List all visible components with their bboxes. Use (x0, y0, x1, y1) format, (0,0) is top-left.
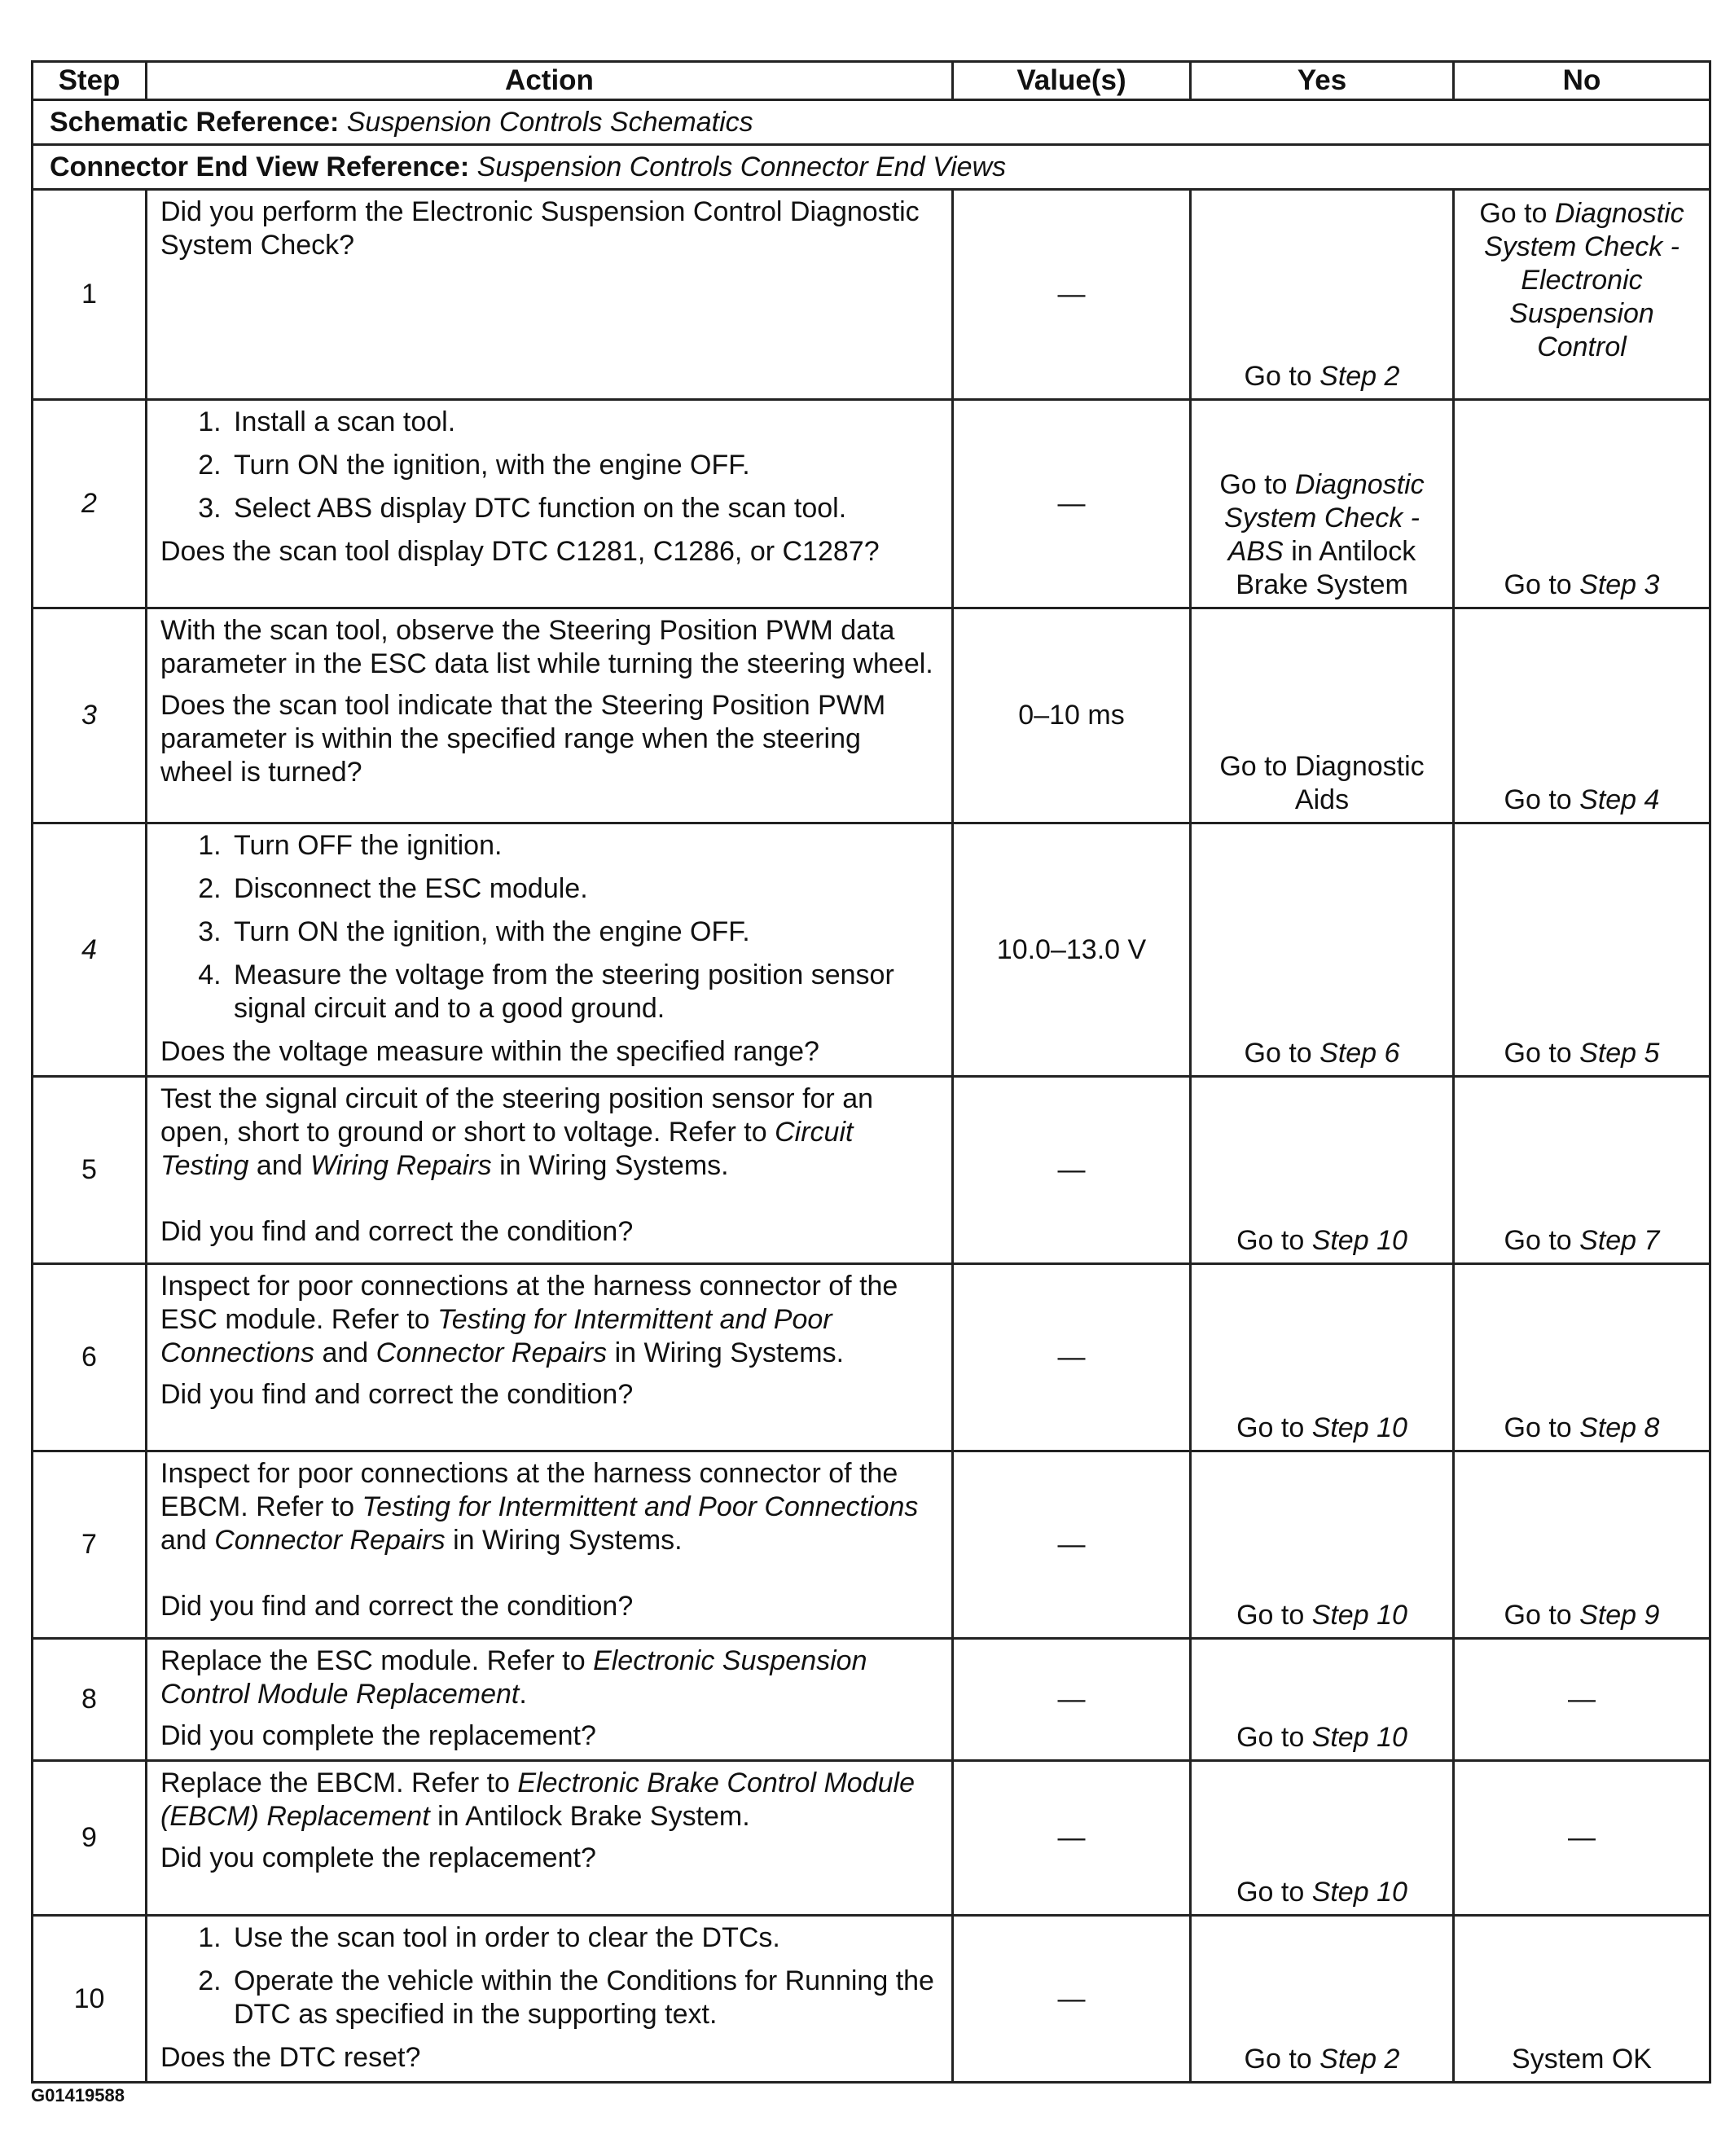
list-item: 1. Install a scan tool. (229, 406, 940, 439)
list-item: 4. Measure the voltage from the steering position sensor signal circuit and to a good ground. (229, 959, 940, 1025)
action-question: Did you find and correct the condition? (160, 1216, 634, 1247)
yes-text: Go to (1236, 1412, 1312, 1443)
table-row (33, 1451, 1710, 1639)
action-question: Did you find and correct the condition? (160, 1379, 634, 1410)
action-text: Did you perform the Electronic Suspension Control Diagnostic System Check? (147, 190, 953, 400)
yes-link: Diagnostic System Check - ABS (1224, 469, 1425, 567)
action-paragraph: Inspect for poor connections at the harness connector of the EBCM. Refer to Testing for Intermittent and Poor Connections and Connector Repairs in Wiring Systems. (160, 1458, 919, 1556)
action-cell (147, 1077, 953, 1264)
no-link: Step 3 (1579, 569, 1660, 600)
yes-cell (1191, 1916, 1454, 2083)
no-text: Go to (1504, 1412, 1580, 1443)
yes-text: Go to (1244, 361, 1320, 392)
list-item: 2. Turn ON the ignition, with the engine OFF. (229, 449, 940, 482)
action-question: Does the scan tool display DTC C1281, C1286, or C1287? (160, 536, 880, 567)
connector-reference-value: Suspension Controls Connector End Views (476, 151, 1007, 182)
list-item: 3. Turn ON the ignition, with the engine OFF. (229, 916, 940, 949)
list-item: 2. Disconnect the ESC module. (229, 872, 940, 906)
yes-link: Step 10 (1311, 1877, 1407, 1908)
step-number: 7 (33, 1451, 147, 1639)
value-cell: — (953, 1761, 1191, 1916)
step-number: 3 (33, 608, 147, 823)
table-row (33, 400, 1710, 608)
connector-reference-label: Connector End View Reference: (50, 151, 470, 182)
yes-text: Go to (1244, 2044, 1320, 2075)
header-no: No (1454, 62, 1710, 100)
action-cell (147, 608, 953, 823)
step-number: 9 (33, 1761, 147, 1916)
step-number: 6 (33, 1264, 147, 1451)
no-cell (1454, 1451, 1710, 1639)
schematic-reference-label: Schematic Reference: (50, 106, 340, 138)
no-cell (1454, 608, 1710, 823)
no-cell (1454, 400, 1710, 608)
yes-cell (1191, 190, 1454, 400)
no-link: Step 8 (1579, 1412, 1660, 1443)
yes-cell (1191, 1077, 1454, 1264)
list-item: 2. Operate the vehicle within the Conditions for Running the DTC as specified in the supporting text. (229, 1965, 940, 2031)
yes-text: Go to (1236, 1877, 1312, 1908)
action-list (160, 406, 940, 525)
yes-cell (1191, 823, 1454, 1077)
no-cell (1454, 1077, 1710, 1264)
table-row (33, 1077, 1710, 1264)
action-question: Does the voltage measure within the specified range? (160, 1036, 819, 1067)
yes-text: Go to (1236, 1722, 1312, 1753)
value-cell: — (953, 1264, 1191, 1451)
value-cell: 10.0–13.0 V (953, 823, 1191, 1077)
no-text: Go to (1504, 1038, 1580, 1069)
action-question: Does the DTC reset? (160, 2042, 421, 2073)
step-number: 10 (33, 1916, 147, 2083)
action-question: Does the scan tool indicate that the Steering Position PWM parameter is within the specified range when the steering wheel is turned? (160, 690, 886, 788)
yes-suffix: in Antilock Brake System (1236, 536, 1416, 600)
value-cell: — (953, 1916, 1191, 2083)
yes-text: Go to (1219, 469, 1295, 500)
yes-link: Step 10 (1311, 1722, 1407, 1753)
no-text: Go to (1504, 569, 1580, 600)
list-item: 1. Turn OFF the ignition. (229, 829, 940, 863)
action-cell (147, 1761, 953, 1916)
no-cell: — (1454, 1761, 1710, 1916)
diagnostic-table (31, 60, 1711, 2084)
no-link: Step 5 (1579, 1038, 1660, 1069)
value-cell: — (953, 190, 1191, 400)
no-cell (1454, 190, 1710, 400)
table-row (33, 1916, 1710, 2083)
connector-reference-row (33, 145, 1710, 190)
action-paragraph: Inspect for poor connections at the harness connector of the ESC module. Refer to Testing for Intermittent and Poor Connections and Connector Repairs in Wiring Systems. (160, 1271, 898, 1368)
schematic-reference-row (33, 100, 1710, 145)
action-list (160, 829, 940, 1025)
table-row (33, 1264, 1710, 1451)
action-cell (147, 1916, 953, 2083)
no-link: Step 9 (1579, 1600, 1660, 1631)
list-item: 1. Use the scan tool in order to clear the DTCs. (229, 1921, 940, 1955)
action-cell (147, 1451, 953, 1639)
value-cell: — (953, 1639, 1191, 1761)
yes-link: Step 2 (1319, 361, 1400, 392)
action-cell (147, 1639, 953, 1761)
yes-link: Step 10 (1311, 1412, 1407, 1443)
yes-cell (1191, 1451, 1454, 1639)
no-link: Diagnostic System Check - Electronic Suspension Control (1484, 198, 1684, 362)
no-cell (1454, 823, 1710, 1077)
step-number: 5 (33, 1077, 147, 1264)
schematic-reference-value: Suspension Controls Schematics (346, 106, 753, 138)
step-number: 8 (33, 1639, 147, 1761)
action-question: Did you complete the replacement? (160, 1720, 596, 1751)
yes-cell (1191, 1264, 1454, 1451)
header-step: Step (33, 62, 147, 100)
no-link: Step 7 (1579, 1225, 1660, 1256)
no-link: Step 4 (1579, 784, 1660, 815)
yes-text: Go to (1236, 1600, 1312, 1631)
action-paragraph: Replace the EBCM. Refer to Electronic Brake Control Module (EBCM) Replacement in Antilock Brake System. (160, 1767, 915, 1832)
no-text: Go to (1504, 1600, 1580, 1631)
yes-link: Step 6 (1319, 1038, 1400, 1069)
action-paragraph: Test the signal circuit of the steering position sensor for an open, short to ground or short to voltage. Refer to Circuit Testing and Wiring Repairs in Wiring Systems. (160, 1083, 874, 1181)
table-row (33, 1761, 1710, 1916)
table-row (33, 190, 1710, 400)
value-cell: — (953, 400, 1191, 608)
yes-text: Go to (1244, 1038, 1320, 1069)
no-cell (1454, 1264, 1710, 1451)
no-text: Go to (1504, 784, 1580, 815)
header-yes: Yes (1191, 62, 1454, 100)
action-list (160, 1921, 940, 2031)
action-question: Did you find and correct the condition? (160, 1591, 634, 1622)
table-row (33, 1639, 1710, 1761)
action-paragraph: With the scan tool, observe the Steering Position PWM data parameter in the ESC data list while turning the steering wheel. (160, 615, 933, 679)
no-cell: System OK (1454, 1916, 1710, 2083)
table-row (33, 823, 1710, 1077)
yes-cell (1191, 400, 1454, 608)
yes-link: Step 2 (1319, 2044, 1400, 2075)
header-row (33, 62, 1710, 100)
yes-link: Step 10 (1311, 1600, 1407, 1631)
yes-link: Step 10 (1311, 1225, 1407, 1256)
table-row (33, 608, 1710, 823)
action-question: Did you complete the replacement? (160, 1842, 596, 1873)
header-values: Value(s) (953, 62, 1191, 100)
no-text: Go to (1504, 1225, 1580, 1256)
value-cell: — (953, 1077, 1191, 1264)
yes-cell: Go to Diagnostic Aids (1191, 608, 1454, 823)
action-cell (147, 400, 953, 608)
figure-code: G01419588 (31, 2085, 125, 2106)
no-cell: — (1454, 1639, 1710, 1761)
yes-cell (1191, 1639, 1454, 1761)
action-paragraph: Replace the ESC module. Refer to Electronic Suspension Control Module Replacement. (160, 1645, 867, 1710)
header-action: Action (147, 62, 953, 100)
step-number: 2 (33, 400, 147, 608)
step-number: 4 (33, 823, 147, 1077)
action-cell (147, 1264, 953, 1451)
value-cell: 0–10 ms (953, 608, 1191, 823)
action-cell (147, 823, 953, 1077)
yes-text: Go to (1236, 1225, 1312, 1256)
yes-cell (1191, 1761, 1454, 1916)
no-text: Go to (1479, 198, 1555, 229)
value-cell: — (953, 1451, 1191, 1639)
step-number: 1 (33, 190, 147, 400)
list-item: 3. Select ABS display DTC function on the scan tool. (229, 492, 940, 525)
